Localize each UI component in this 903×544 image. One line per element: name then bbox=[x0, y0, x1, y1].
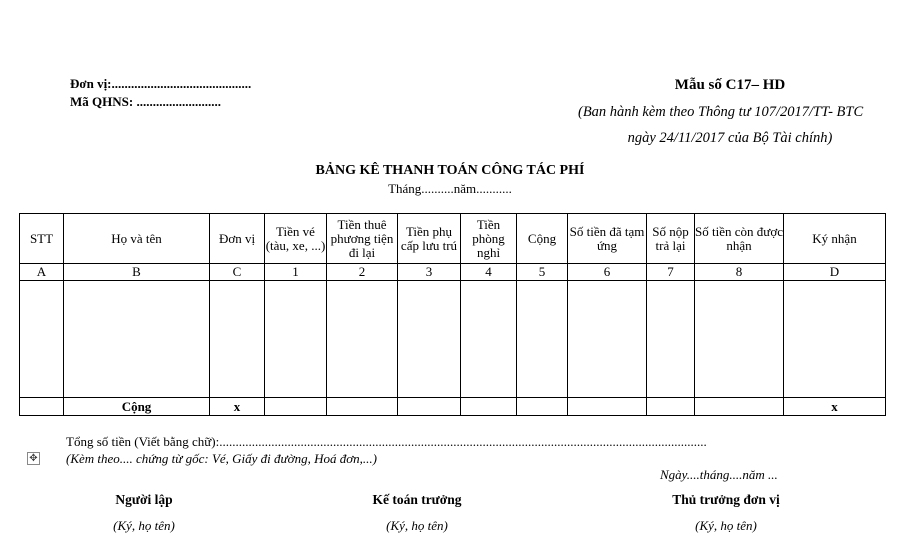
data-cell[interactable] bbox=[695, 281, 784, 398]
header-room: Tiền phòng nghỉ bbox=[461, 214, 517, 264]
header-sum: Cộng bbox=[517, 214, 568, 264]
signature-chief-accountant-note: (Ký, họ tên) bbox=[386, 518, 448, 533]
code-cell: 6 bbox=[568, 264, 647, 281]
code-cell: 8 bbox=[695, 264, 784, 281]
total-cell bbox=[647, 398, 695, 416]
header-allowance: Tiền phụ cấp lưu trú bbox=[398, 214, 461, 264]
attachments-note: (Kèm theo.... chứng từ gốc: Vé, Giấy đi đường, Hoá đơn,...) bbox=[66, 451, 377, 466]
total-label: Cộng bbox=[64, 398, 210, 416]
issued-by-line2: ngày 24/11/2017 của Bộ Tài chính) bbox=[627, 130, 833, 146]
data-cell[interactable] bbox=[784, 281, 886, 398]
total-cell bbox=[568, 398, 647, 416]
unit-field: Đơn vị:........................................... bbox=[70, 76, 252, 91]
code-cell: 4 bbox=[461, 264, 517, 281]
code-cell: B bbox=[64, 264, 210, 281]
data-cell[interactable] bbox=[461, 281, 517, 398]
issued-by-line1: (Ban hành kèm theo Thông tư 107/2017/TT- BTC bbox=[578, 104, 864, 120]
code-cell: 3 bbox=[398, 264, 461, 281]
data-cell[interactable] bbox=[647, 281, 695, 398]
total-cell: x bbox=[210, 398, 265, 416]
table-total-row bbox=[20, 398, 886, 416]
total-cell bbox=[695, 398, 784, 416]
total-cell bbox=[461, 398, 517, 416]
header-unit: Đơn vị bbox=[210, 214, 265, 264]
header-returned: Số nộp trả lại bbox=[647, 214, 695, 264]
expense-table bbox=[19, 213, 886, 416]
data-cell[interactable] bbox=[517, 281, 568, 398]
table-move-handle-icon[interactable]: ✥ bbox=[27, 452, 40, 465]
total-cell bbox=[517, 398, 568, 416]
signature-head-note: (Ký, họ tên) bbox=[695, 518, 757, 533]
data-cell[interactable] bbox=[20, 281, 64, 398]
table-row bbox=[20, 281, 886, 398]
header-signature: Ký nhận bbox=[784, 214, 886, 264]
date-line: Ngày....tháng....năm ... bbox=[660, 467, 778, 482]
header-ticket: Tiền vé (tàu, xe, ...) bbox=[265, 214, 327, 264]
data-cell[interactable] bbox=[568, 281, 647, 398]
signature-preparer-title: Người lập bbox=[115, 492, 173, 507]
code-cell: C bbox=[210, 264, 265, 281]
data-cell[interactable] bbox=[265, 281, 327, 398]
code-cell: 7 bbox=[647, 264, 695, 281]
total-cell: x bbox=[784, 398, 886, 416]
document-title: BẢNG KÊ THANH TOÁN CÔNG TÁC PHÍ bbox=[315, 163, 585, 178]
header-advance: Số tiền đã tạm ứng bbox=[568, 214, 647, 264]
form-number: Mẫu số C17– HD bbox=[674, 77, 786, 93]
table-header-row bbox=[20, 214, 886, 264]
table-code-row bbox=[20, 264, 886, 281]
code-cell: 1 bbox=[265, 264, 327, 281]
total-cell bbox=[327, 398, 398, 416]
header-stt: STT bbox=[20, 214, 64, 264]
budget-code-field: Mã QHNS: .......................... bbox=[70, 94, 221, 109]
data-cell[interactable] bbox=[398, 281, 461, 398]
code-cell: D bbox=[784, 264, 886, 281]
header-remaining: Số tiền còn được nhận bbox=[695, 214, 784, 264]
signature-head-title: Thủ trưởng đơn vị bbox=[672, 492, 780, 507]
total-in-words: Tổng số tiền (Viết bằng chữ):...................................................................................................................................................... bbox=[66, 434, 707, 449]
code-cell: 2 bbox=[327, 264, 398, 281]
code-cell: A bbox=[20, 264, 64, 281]
data-cell[interactable] bbox=[210, 281, 265, 398]
document-period: Tháng..........năm........... bbox=[388, 181, 512, 196]
header-full-name: Họ và tên bbox=[64, 214, 210, 264]
total-cell bbox=[398, 398, 461, 416]
total-cell bbox=[265, 398, 327, 416]
total-cell bbox=[20, 398, 64, 416]
signature-preparer-note: (Ký, họ tên) bbox=[113, 518, 175, 533]
code-cell: 5 bbox=[517, 264, 568, 281]
signature-chief-accountant-title: Kế toán trưởng bbox=[372, 492, 462, 507]
data-cell[interactable] bbox=[64, 281, 210, 398]
data-cell[interactable] bbox=[327, 281, 398, 398]
header-transport: Tiền thuê phương tiện đi lại bbox=[327, 214, 398, 264]
